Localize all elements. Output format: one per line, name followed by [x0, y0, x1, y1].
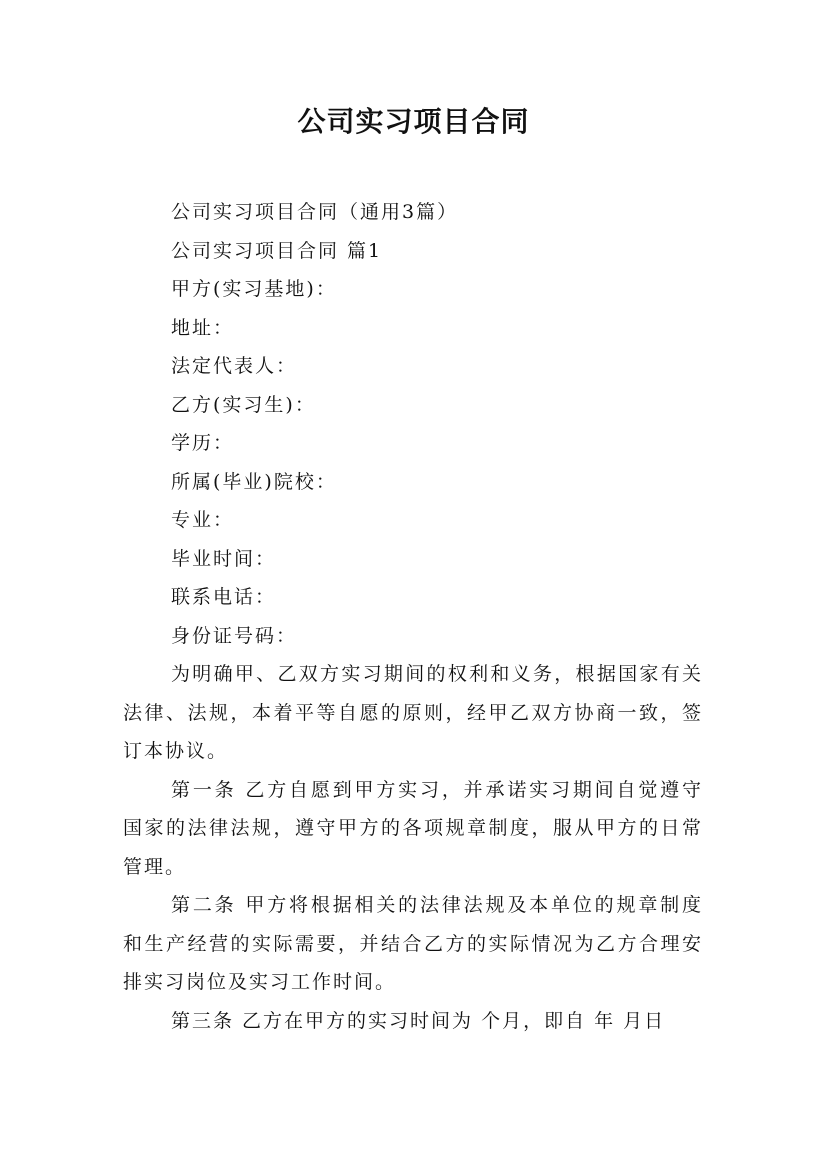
paragraph-article-3: 第三条 乙方在甲方的实习时间为 个月，即自 年 月日: [171, 1009, 666, 1032]
field-party-b: 乙方(实习生)：: [171, 393, 316, 416]
document-body: [123, 193, 703, 1040]
section-heading: 公司实习项目合同 篇1: [171, 239, 383, 262]
field-phone: 联系电话：: [171, 586, 277, 608]
paragraph-preamble: 为明确甲、乙双方实习期间的权利和义务，根据国家有关法律、法规，本着平等自愿的原则，经甲乙双方协商一致，签订本协议。: [123, 663, 703, 762]
field-education: 学历：: [171, 432, 235, 454]
field-id-number: 身份证号码：: [171, 624, 298, 647]
field-major: 专业：: [171, 509, 235, 531]
paragraph-article-1: 第一条 乙方自愿到甲方实习，并承诺实习期间自觉遵守国家的法律法规，遵守甲方的各项规章制度，服从甲方的日常管理。: [123, 778, 703, 878]
subtitle-line: 公司实习项目合同（通用3篇）: [171, 201, 459, 223]
field-legal-representative: 法定代表人：: [171, 355, 298, 377]
paragraph-article-2: 第二条 甲方将根据相关的法律法规及本单位的规章制度和生产经营的实际需要，并结合乙方的实际情况为乙方合理安排实习岗位及实习工作时间。: [123, 894, 703, 993]
field-party-a: 甲方(实习基地)：: [171, 278, 337, 300]
document-title: 公司实习项目合同: [297, 105, 530, 138]
field-school: 所属(毕业)院校：: [171, 470, 337, 493]
field-address: 地址：: [171, 316, 235, 339]
field-graduation-time: 毕业时间：: [171, 547, 277, 570]
